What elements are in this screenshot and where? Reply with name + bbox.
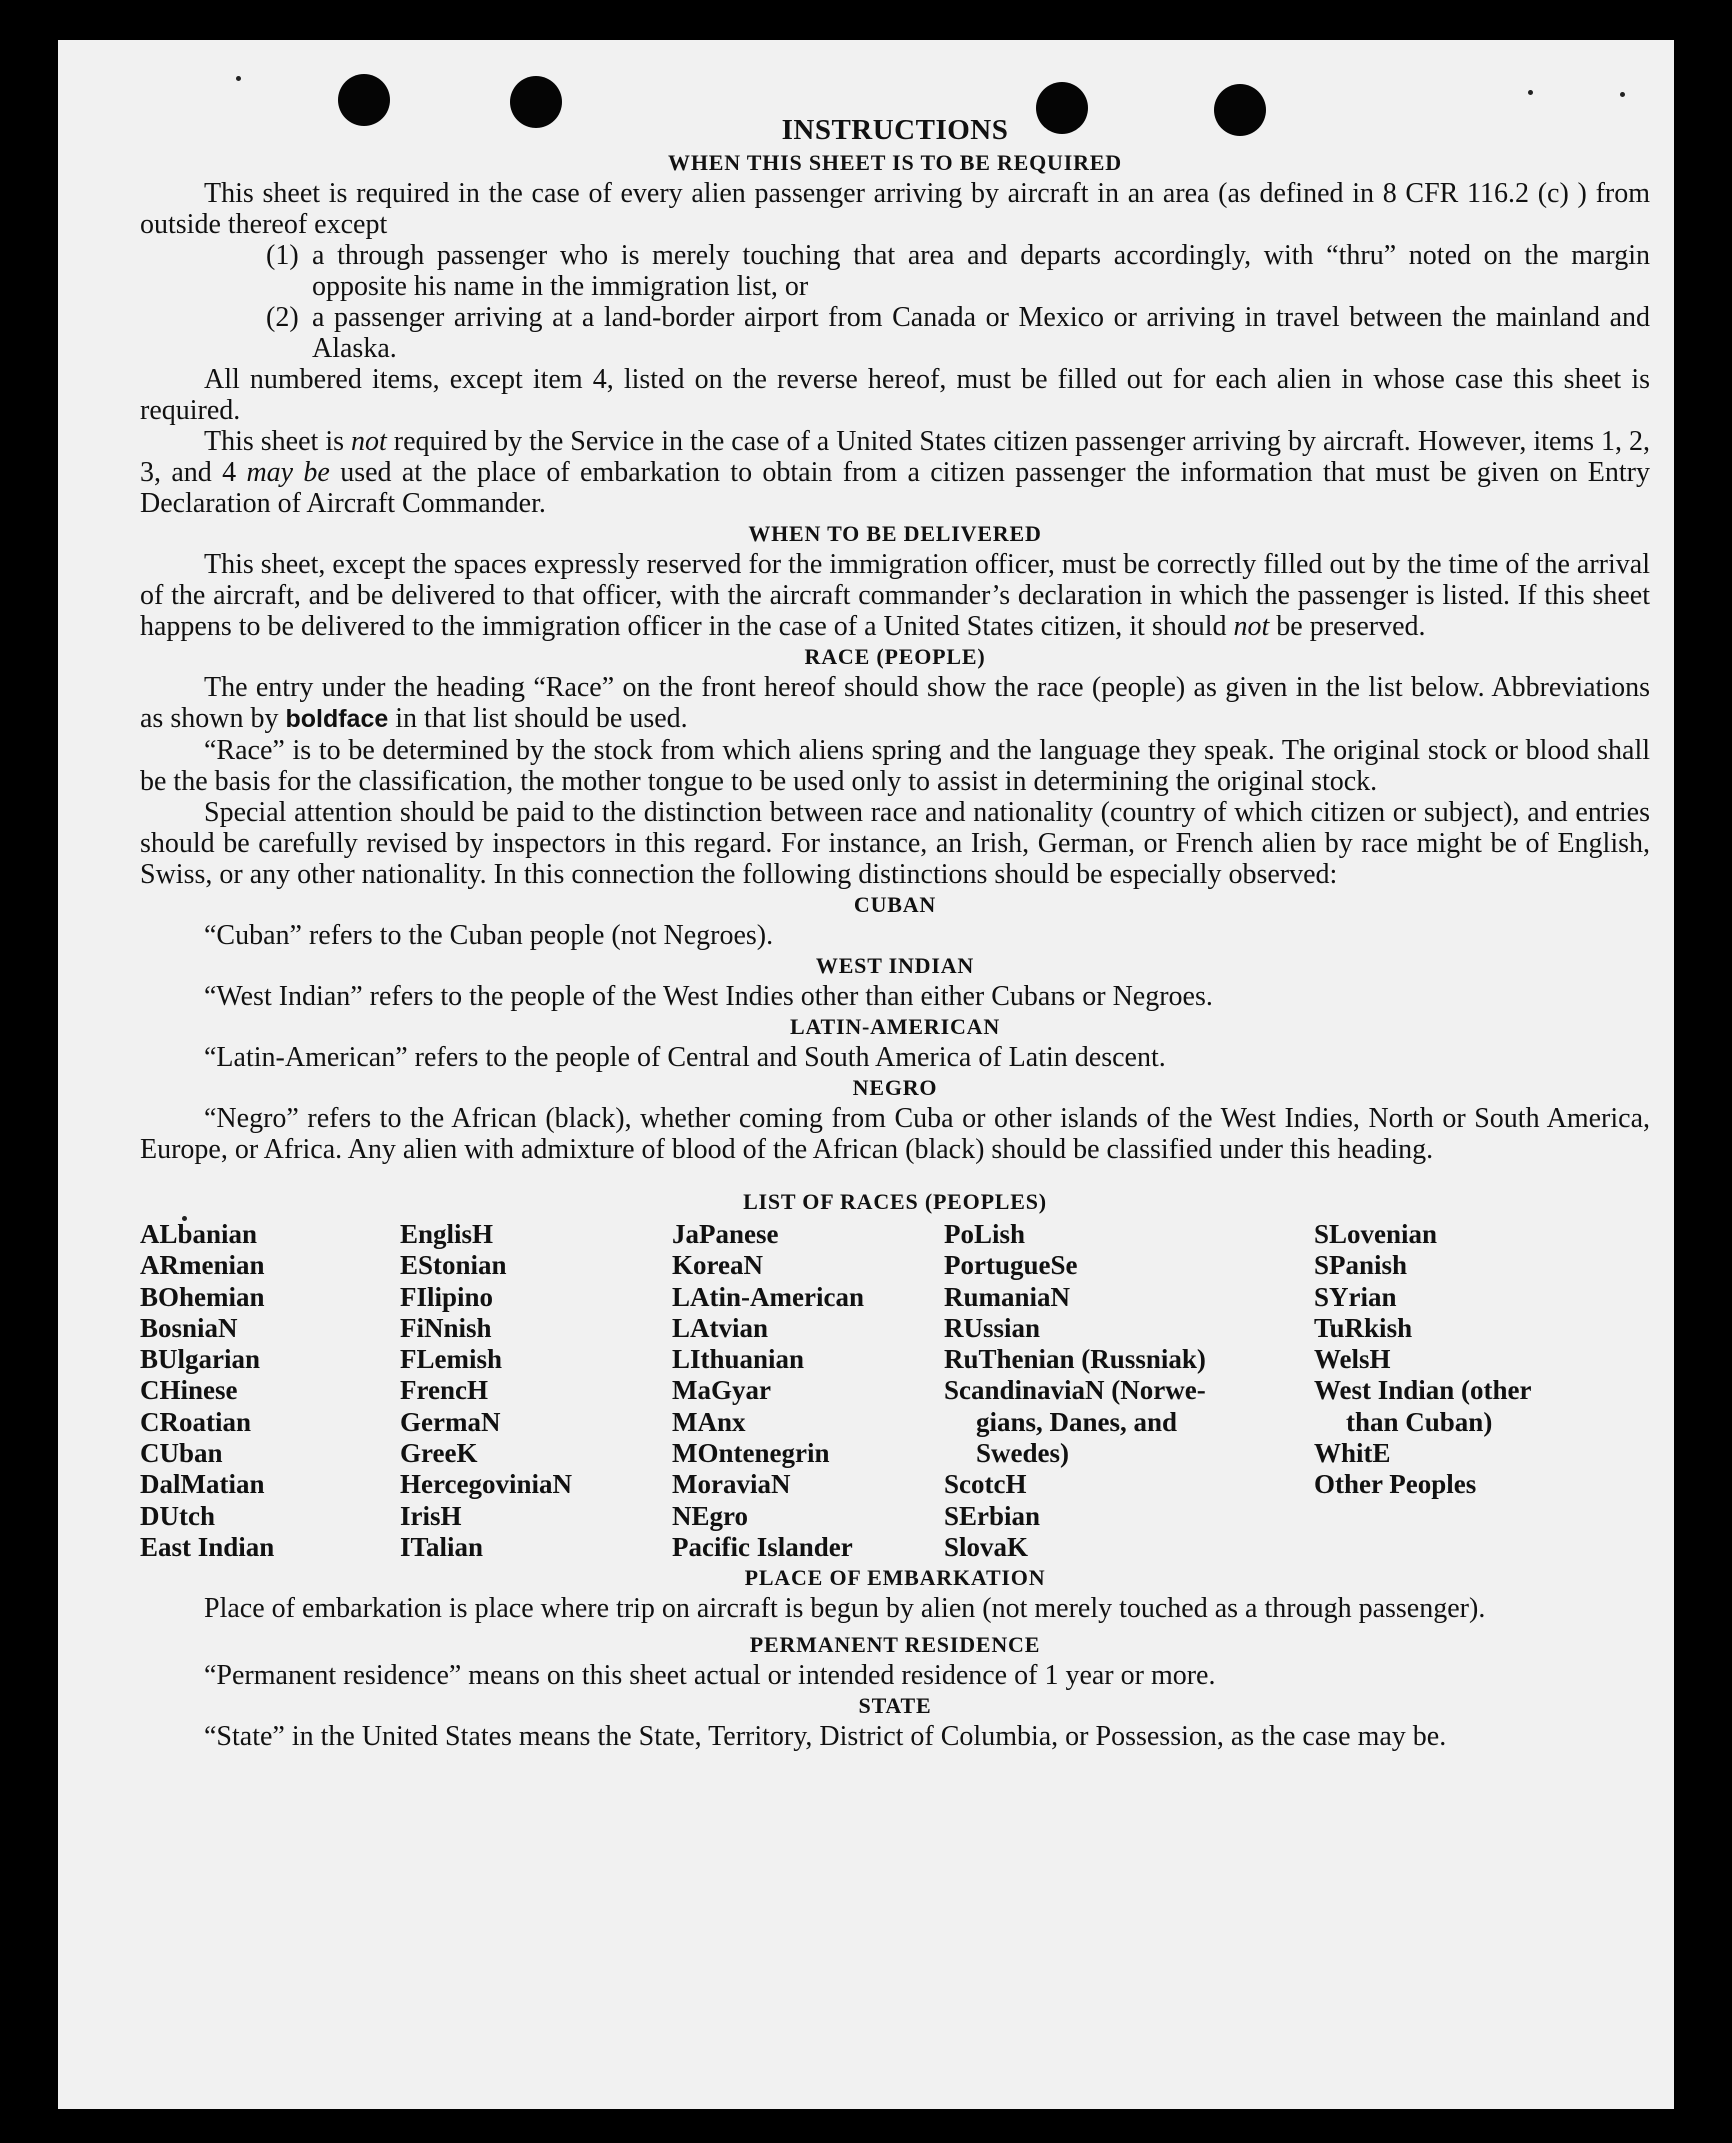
text-fragment: This sheet is bbox=[204, 426, 352, 457]
race-entry: WhitE bbox=[1314, 1438, 1391, 1469]
race-entry: SErbian bbox=[944, 1500, 1041, 1531]
heading-when-delivered: WHEN TO BE DELIVERED bbox=[748, 521, 1042, 546]
paragraph-citizen bbox=[140, 426, 1650, 519]
paragraph-negro: “Negro” refers to the African (black), whether coming from Cuba or other islands of the West Indies, North or South America, Europe, or Africa. Any alien with admixture of blood of the African (black) should be classified under this heading. bbox=[140, 1103, 1650, 1165]
race-entry: RuThenian (Russniak) bbox=[944, 1344, 1206, 1375]
paragraph-place-of-embarkation: Place of embarkation is place where trip on aircraft is begun by alien (not merely touched as a through passenger). bbox=[204, 1593, 1486, 1625]
paragraph-west-indian: “West Indian” refers to the people of the West Indies other than either Cubans or Negroes. bbox=[204, 981, 1213, 1012]
race-entry: GermaN bbox=[400, 1406, 501, 1437]
paragraph-race-nationality: Special attention should be paid to the distinction between race and nationality (country of which citizen or subject), and entries should be carefully revised by inspectors in this regard. For instance, an Irish, German, or French alien by race might be of English, Swiss, or any other nationality. In this connection the following distinctions should be especially observed: bbox=[140, 797, 1650, 890]
heading-race: RACE (PEOPLE) bbox=[804, 644, 986, 669]
race-entry: ScandinaviaN (Norwe- bbox=[944, 1375, 1206, 1406]
paragraph-delivered bbox=[140, 549, 1650, 642]
exception-text: a through passenger who is merely touching that area and departs accordingly, with “thru” noted on the margin opposite his name in the immigration list, or bbox=[312, 240, 1650, 302]
race-entry: MaGyar bbox=[672, 1375, 771, 1406]
exception-number: (1) bbox=[266, 240, 299, 271]
race-entry: FrencH bbox=[400, 1375, 488, 1406]
exception-number: (2) bbox=[266, 302, 299, 333]
race-entry: Other Peoples bbox=[1314, 1469, 1477, 1500]
race-entry: MAnx bbox=[672, 1406, 746, 1437]
speck bbox=[1620, 92, 1625, 97]
emphasis-not: not bbox=[351, 426, 387, 457]
paragraph-required: This sheet is required in the case of every alien passenger arriving by aircraft in an area (as defined in 8 CFR 116.2 (c) ) from outside thereof except bbox=[140, 178, 1650, 240]
heading-when-required: WHEN THIS SHEET IS TO BE REQUIRED bbox=[668, 150, 1122, 175]
heading-negro: NEGRO bbox=[852, 1075, 938, 1100]
race-entry: Swedes) bbox=[976, 1438, 1069, 1469]
race-entry: SPanish bbox=[1314, 1250, 1408, 1281]
heading-state: STATE bbox=[858, 1693, 932, 1719]
race-entry: Pacific Islander bbox=[672, 1531, 853, 1562]
race-entry: PortugueSe bbox=[944, 1250, 1078, 1281]
race-entry: FLemish bbox=[400, 1344, 503, 1375]
paragraph-cuban: “Cuban” refers to the Cuban people (not Negroes). bbox=[204, 920, 774, 951]
race-entry: KoreaN bbox=[672, 1250, 763, 1281]
heading-latin-american: LATIN-AMERICAN bbox=[789, 1014, 1001, 1039]
race-entry: CHinese bbox=[140, 1375, 238, 1406]
race-entry: LAtvian bbox=[672, 1312, 769, 1343]
race-entry: CUban bbox=[140, 1438, 223, 1469]
race-entry: JaPanese bbox=[672, 1219, 779, 1249]
race-entry: PoLish bbox=[944, 1219, 1026, 1249]
race-entry: TuRkish bbox=[1314, 1312, 1413, 1343]
race-entry: WelsH bbox=[1314, 1344, 1391, 1375]
paragraph-race-entry bbox=[140, 672, 1650, 735]
heading-place-of-embarkation: PLACE OF EMBARKATION bbox=[744, 1565, 1046, 1591]
race-entry: RumaniaN bbox=[944, 1281, 1071, 1312]
race-entry: BosniaN bbox=[140, 1312, 238, 1343]
speck bbox=[236, 76, 241, 81]
race-entry: HercegoviniaN bbox=[400, 1469, 572, 1500]
exception-item bbox=[266, 240, 1650, 302]
race-entry: LIthuanian bbox=[672, 1344, 805, 1375]
heading-cuban: CUBAN bbox=[853, 892, 937, 917]
instructions-content bbox=[140, 112, 1650, 1752]
race-entry: BUlgarian bbox=[140, 1344, 261, 1375]
race-entry: CRoatian bbox=[140, 1406, 252, 1437]
paragraph-latin-american: “Latin-American” refers to the people of Central and South America of Latin descent. bbox=[204, 1042, 1166, 1073]
race-entry: ARmenian bbox=[140, 1250, 265, 1281]
page-title: INSTRUCTIONS bbox=[781, 114, 1009, 146]
speck bbox=[1528, 90, 1533, 95]
race-entry: West Indian (other bbox=[1314, 1375, 1532, 1406]
heading-west-indian: WEST INDIAN bbox=[815, 953, 975, 978]
race-entry: SlovaK bbox=[944, 1531, 1029, 1562]
race-entry: NEgro bbox=[672, 1500, 749, 1531]
heading-permanent-residence: PERMANENT RESIDENCE bbox=[749, 1632, 1041, 1658]
race-entry: MOntenegrin bbox=[672, 1438, 830, 1469]
race-entry: IrisH bbox=[400, 1500, 462, 1531]
races-column bbox=[400, 1219, 672, 1563]
race-entry: DalMatian bbox=[140, 1469, 265, 1500]
race-entry: FIlipino bbox=[400, 1281, 494, 1312]
race-entry: ScotcH bbox=[944, 1469, 1027, 1500]
text-fragment: used at the place of embarkation to obtain from a citizen passenger the information that must be given on Entry Declaration of Aircraft Commander. bbox=[140, 457, 1650, 519]
heading-list-of-races: LIST OF RACES (PEOPLES) bbox=[743, 1189, 1047, 1214]
race-entry: SLovenian bbox=[1314, 1219, 1438, 1249]
paragraph-race-stock: “Race” is to be determined by the stock from which aliens spring and the language they speak. The original stock or blood shall be the basis for the classification, the mother tongue to be used only to assist in determining the original stock. bbox=[140, 735, 1650, 797]
races-column bbox=[1314, 1219, 1614, 1563]
race-entry: than Cuban) bbox=[1346, 1406, 1493, 1437]
text-fragment: in that list should be used. bbox=[388, 703, 688, 734]
race-entry: LAtin-American bbox=[672, 1281, 864, 1312]
race-entry: ALbanian bbox=[140, 1219, 258, 1249]
paragraph-permanent-residence: “Permanent residence” means on this sheet actual or intended residence of 1 year or more. bbox=[204, 1660, 1216, 1692]
race-entry: DUtch bbox=[140, 1500, 215, 1531]
document-sheet bbox=[58, 40, 1674, 2109]
text-fragment: be preserved. bbox=[1269, 611, 1426, 642]
race-entry: FiNnish bbox=[400, 1312, 492, 1343]
races-list bbox=[140, 1219, 1650, 1563]
emphasis-not: not bbox=[1233, 611, 1270, 642]
races-column bbox=[672, 1219, 944, 1563]
race-entry: MoraviaN bbox=[672, 1469, 791, 1500]
race-entry: East Indian bbox=[140, 1531, 275, 1562]
race-entry: EnglisH bbox=[400, 1219, 494, 1249]
exception-item bbox=[266, 302, 1650, 364]
race-entry: SYrian bbox=[1314, 1281, 1397, 1312]
text-fragment: The entry under the heading “Race” on the front hereof should show the race (people) as given in the list below. Abbreviations as shown by bbox=[140, 672, 1650, 734]
paragraph-state: “State” in the United States means the State, Territory, District of Columbia, or Possession, as the case may be. bbox=[204, 1721, 1447, 1753]
races-column bbox=[944, 1219, 1314, 1563]
race-entry: RUssian bbox=[944, 1312, 1041, 1343]
text-fragment: required by the Service in the case of a United States citizen passenger arriving by aircraft. However, items 1, 2, 3, and 4 bbox=[140, 426, 1650, 488]
exception-text: a passenger arriving at a land-border airport from Canada or Mexico or arriving in travel between the mainland and Alaska. bbox=[312, 302, 1650, 364]
race-entry: BOhemian bbox=[140, 1281, 265, 1312]
race-entry: GreeK bbox=[400, 1438, 478, 1469]
text-fragment: This sheet, except the spaces expressly reserved for the immigration officer, must be correctly filled out by the time of the arrival of the aircraft, and be delivered to that officer, with the aircraft commander’s declaration in which the passenger is listed. If this sheet happens to be delivered to the immigration officer in the case of a United States citizen, it should bbox=[140, 549, 1650, 642]
race-entry: ITalian bbox=[400, 1531, 484, 1562]
race-entry: gians, Danes, and bbox=[976, 1406, 1178, 1437]
emphasis-may-be: may be bbox=[246, 457, 330, 488]
paragraph-numbered-items: All numbered items, except item 4, listed on the reverse hereof, must be filled out for each alien in whose case this sheet is required. bbox=[140, 364, 1650, 426]
race-entry: EStonian bbox=[400, 1250, 507, 1281]
emphasis-boldface: boldface bbox=[285, 705, 389, 733]
races-column bbox=[140, 1219, 400, 1563]
